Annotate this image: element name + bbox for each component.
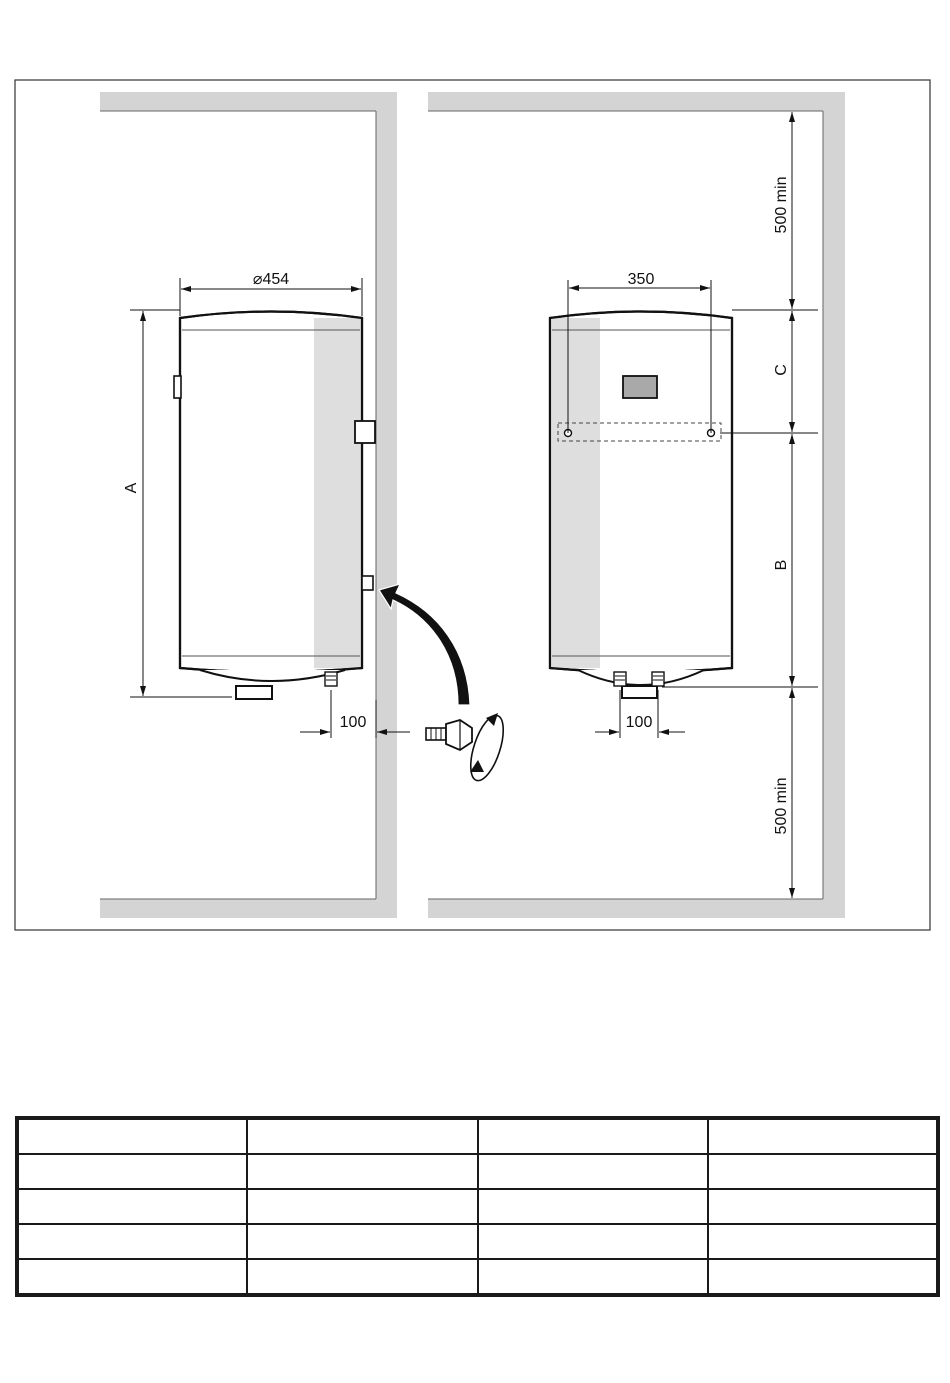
table-row [17,1224,938,1259]
table-row [17,1189,938,1224]
table-cell [17,1118,247,1154]
table-row [17,1118,938,1154]
top-clearance-label: 500 min [773,176,790,234]
table-cell [17,1224,247,1259]
table-cell [478,1224,708,1259]
safety-valve-icon [426,720,472,750]
bracket-spacing-label: 350 [627,271,655,288]
table-cell [708,1224,938,1259]
table-cell [247,1224,477,1259]
table-cell [478,1259,708,1295]
table-cell [247,1118,477,1154]
height-label-a: A [123,482,140,494]
front-view [428,92,845,918]
table-cell [247,1189,477,1224]
table-cell [478,1154,708,1189]
b-label: B [773,559,790,571]
c-label: C [773,364,790,376]
table-cell [247,1259,477,1295]
side-view [100,92,410,918]
bottom-clearance-label: 500 min [773,777,790,835]
safety-valve-detail [379,584,510,784]
table-row [17,1259,938,1295]
table-cell [17,1259,247,1295]
table-cell [708,1118,938,1154]
spec-table [15,1116,940,1297]
side-heater-body [174,312,375,700]
spec-table-body [17,1118,938,1295]
table-cell [478,1118,708,1154]
front-heater-body [550,312,732,699]
table-cell [17,1154,247,1189]
rotation-arrow-icon [464,712,510,785]
table-cell [708,1189,938,1224]
table-row [17,1154,938,1189]
diameter-label: ⌀454 [252,271,290,288]
table-cell [17,1189,247,1224]
table-cell [247,1154,477,1189]
side-clearance-label: 100 [339,714,367,731]
pipe-clearance-label: 100 [625,714,653,731]
table-cell [708,1259,938,1295]
display-panel [623,376,657,398]
table-cell [708,1154,938,1189]
figure-frame [15,80,930,930]
table-cell [478,1189,708,1224]
diameter-dimension [180,271,362,316]
